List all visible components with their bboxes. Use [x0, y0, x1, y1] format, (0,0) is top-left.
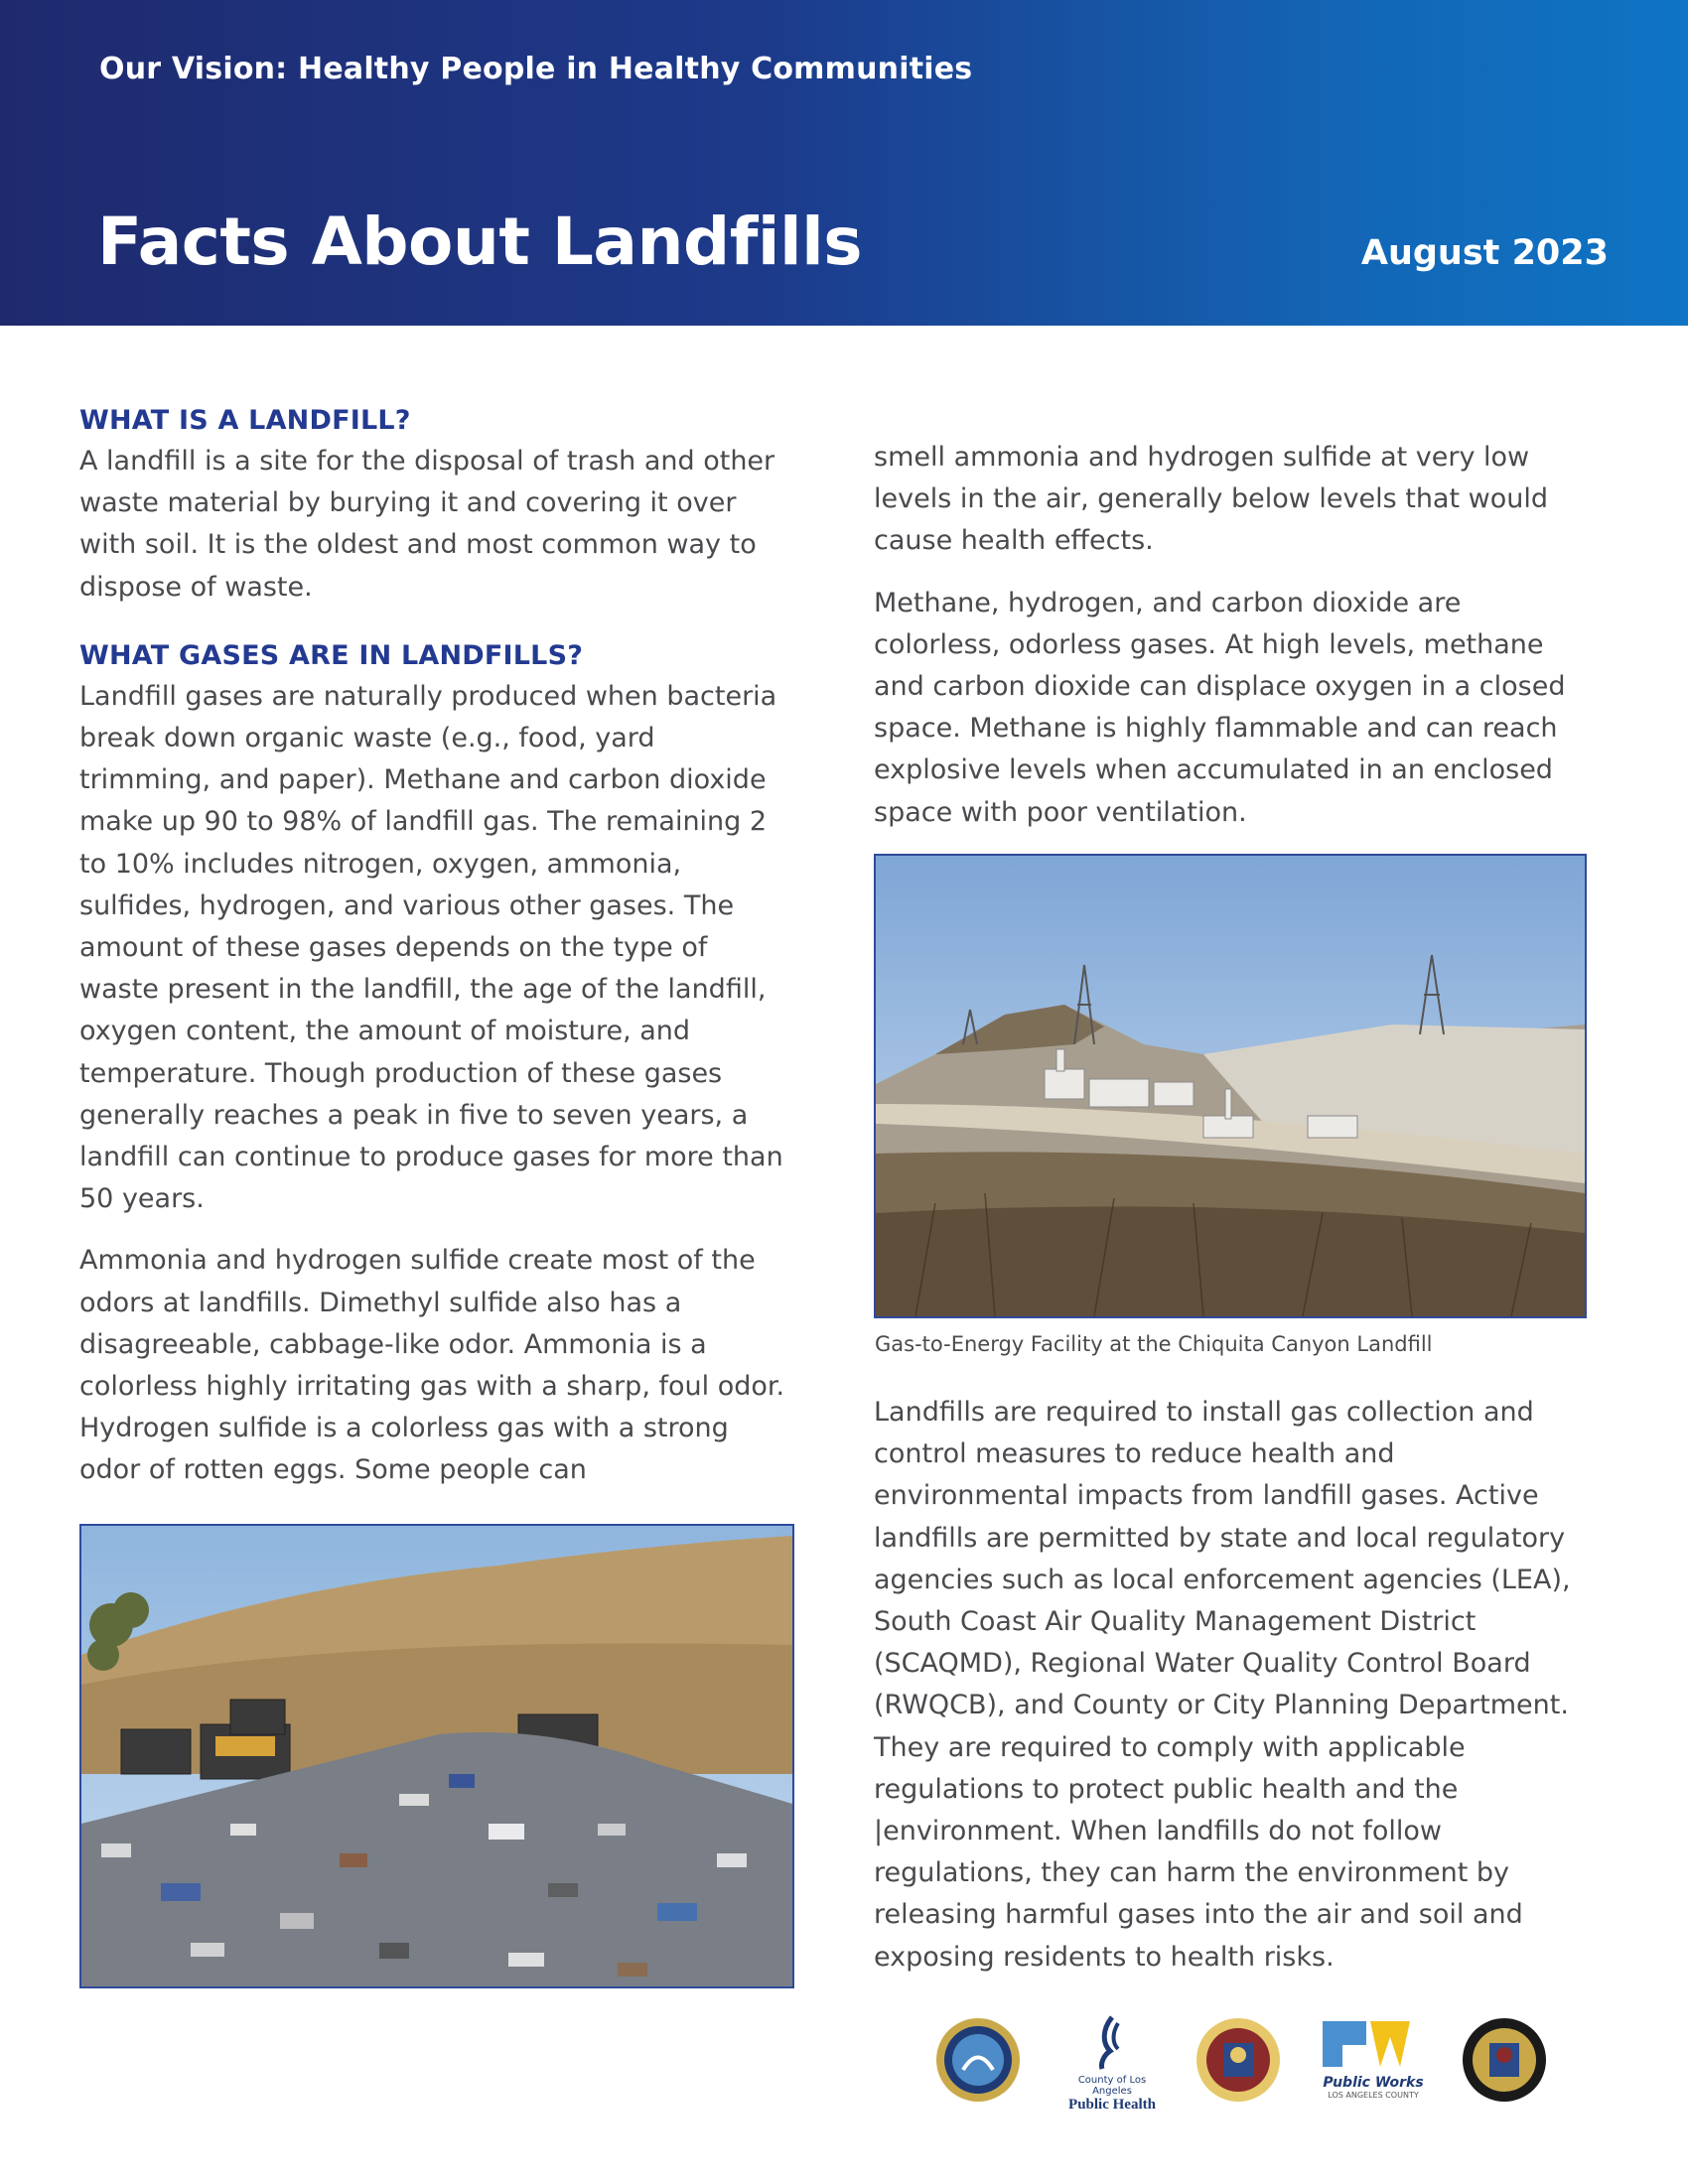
page-title: Facts About Landfills: [97, 204, 863, 280]
regulation-text: Landfills are required to install gas collection and control measures to reduce health and environmental impacts from landfill gases. Active landfills are permitted by state and local regulatory agencies such as local enforcement agencies (LEA), South Coast Air Quality Management District (SCAQMD), Regional Water Quality Control Board (RWQCB), and County or City Planning Department. They are required to comply with applicable regulations to protect public health and the |environment. When landfills do not follow regulations, they can harm the environment by releasing harmful gases into the air and soil and exposing residents to health risks.: [874, 1397, 1571, 1973]
right-column: [874, 437, 1589, 834]
methane-text: Methane, hydrogen, and carbon dioxide are colorless, odorless gases. At high levels, methane and carbon dioxide can displace oxygen in a closed space. Methane is highly flammable and can reach explosive levels when accumulated in an enclosed space with poor ventilation.: [874, 587, 1566, 828]
landfill-gases-text: Landfill gases are naturally produced when bacteria break down organic waste (e.g., food, yard trimming, and paper). Methane and carbon dioxide make up 90 to 98% of landfill gas. The remaining 2 to 10% includes nitrogen, oxygen, ammonia, sulfides, hydrogen, and various other gases. The amount of these gases depends on the type of waste present in the landfill, the age of the landfill, oxygen content, the amount of moisture, and temperature. Though production of these gases generally reaches a peak in five to seven years, a landfill can continue to produce gases for more than 50 years.: [79, 680, 783, 1215]
odors-text: Ammonia and hydrogen sulfide create most of the odors at landfills. Dimethyl sulfide also has a disagreeable, cabbage-like odor. Ammonia is a colorless highly irritating gas with a sharp, foul odor. Hydrogen sulfide is a colorless gas with a strong odor of rotten eggs. Some people can: [79, 1245, 785, 1486]
left-column: [79, 401, 794, 1492]
emergency-management-seal-icon: [1460, 2015, 1549, 2105]
what-is-landfill-text: A landfill is a site for the disposal of trash and other waste material by burying it and covering it over with soil. It is the oldest and most common way to dispose of waste.: [79, 446, 775, 603]
public-works-county: LOS ANGELES COUNTY: [1328, 2091, 1419, 2100]
public-works-icon: [1319, 2015, 1428, 2071]
public-health-logo: [1062, 2015, 1162, 2114]
heading-landfill-gases: WHAT GASES ARE IN LANDFILLS?: [79, 639, 584, 671]
county-seal-icon: [1194, 2015, 1283, 2105]
gas-to-energy-facility-photo: [874, 854, 1587, 1318]
regional-planning-seal-icon: [933, 2015, 1023, 2105]
photo-caption: Gas-to-Energy Facility at the Chiquita Canyon Landfill: [875, 1332, 1433, 1356]
right-column-lower: [874, 1392, 1589, 1979]
odors-text-continued: smell ammonia and hydrogen sulfide at very low levels in the air, generally below levels that would cause health effects.: [874, 442, 1548, 557]
heading-what-is-landfill: WHAT IS A LANDFILL?: [79, 405, 411, 436]
publication-date: August 2023: [1360, 233, 1609, 273]
public-health-county: County of Los Angeles: [1077, 2075, 1147, 2097]
landfill-trash-photo: [79, 1524, 794, 1988]
public-health-icon: [1090, 2015, 1134, 2071]
header-banner: [0, 0, 1688, 326]
public-works-label: Public Works: [1323, 2075, 1424, 2091]
public-health-label: Public Health: [1068, 2097, 1156, 2113]
agency-logos: [933, 2015, 1569, 2124]
vision-tagline: Our Vision: Healthy People in Healthy Communities: [99, 52, 973, 86]
public-works-logo: [1319, 2015, 1428, 2100]
